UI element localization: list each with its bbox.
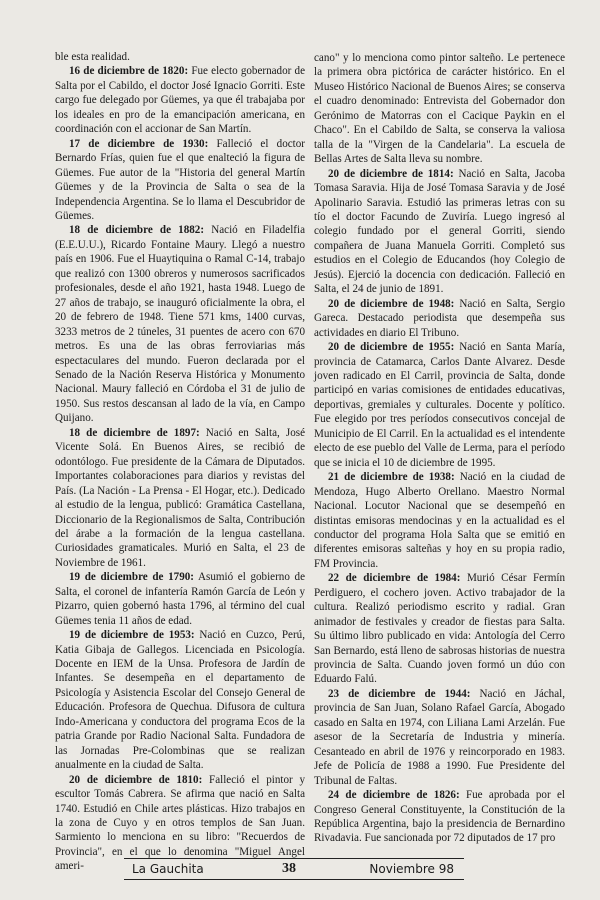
entry-text: Nació en Jáchal, provincia de San Juan, Solano Rafael García, Abogado casado en Salta en 1974, con Liliana Lami Arzelán. Fue asesor de la Secretaría de Industria y minería. Cesanteado en abril de 1976 y reincorporado en 1983. Jefe de Policía de 1988 a 1990. Fue Presidente del Tribunal de Faltas.	[314, 687, 565, 787]
entry-date: 20 de diciembre de 1814:	[328, 167, 454, 180]
entry-paragraph	[314, 470, 565, 571]
entry-date: 24 de diciembre de 1826:	[328, 789, 460, 802]
entry-paragraph	[55, 426, 305, 571]
entry-date: 21 de diciembre de 1938:	[328, 471, 455, 484]
entry-text: Nació en Salta, Sergio Gareca. Destacado periodista que desempeña sus actividades en diario El Tribuno.	[314, 297, 565, 339]
right-column	[314, 51, 565, 846]
entry-text: Nació en la ciudad de Mendoza, Hugo Alberto Orellano. Maestro Normal Nacional. Locutor Nacional que se desempeñó en distintas emisoras mendocinas y en la actualidad es el conductor del programa Hola Salta que se emitió en diferentes emisoras salteñas y hoy en su propia radio, FM Provincia.	[314, 471, 566, 570]
entry-date: 20 de diciembre de 1948:	[328, 297, 455, 310]
entry-text: Nació en Cuzco, Perú, Katia Gibaja de Gallegos. Licenciada en Psicología. Docente en IEM de la Unsa. Profesora de Jardín de Infantes. Se desempeña en el departamento de Psicología y Asistencia Escolar del Consejo General de Educación. Profesora de Quechua. Difusora de cultura Indo-Americana y conductora del programa Ecos de la patria Grande por Radio Nacional Salta. Fundadora de las Jornadas Pre-Colombinas que se realizan anualmente en la ciudad de Salta.	[55, 629, 305, 772]
entry-date: 17 de diciembre de 1930:	[69, 137, 209, 150]
entry-text: Fue electo gobernador de Salta por el Cabildo, el doctor José Ignacio Gorriti. Este cargo fue delegado por Güemes, ya que él trabajaba por los ideales en pro de la emancipación americana, en coordinación con el accionar de San Martín.	[55, 65, 305, 136]
entry-paragraph	[314, 788, 565, 846]
entry-text: Nació en Salta, Jacoba Tomasa Saravia. Hija de José Tomasa Saravia y de José Apolinario Saravia. Estudió las primeras letras con su tío el doctor Facundo de Zuviría. Luego ingresó al colegio fundado por el general Gorriti, siendo compañera de Juana Manuela Gorriti. Completó sus estudios en el Colegio de Educandos (hoy Colegio de Jesús). Ejerció la docencia con dedicación. Falleció en Salta, el 24 de junio de 1891.	[314, 167, 565, 296]
entry-text: Asumió el gobierno de Salta, el coronel de infantería Ramón García de León y Pizarro, quien gobernó hasta 1796, al término del cual Güemes tenia 11 años de edad.	[55, 571, 305, 627]
entry-text: Nació en Filadelfia (E.E.U.U.), Ricardo Fontaine Maury. Llegó a nuestro país en 1906. Fue el Huaytiquina o Ramal C-14, trabajo que realizó con 1300 obreros y numerosos sacrificados profesionales, desde el año 1921, hasta 1948. Luego de 27 años de trabajo, se inauguró oficialmente la obra, el 20 de febrero de 1948. Tiene 571 kms, 1400 curvas, 3233 metros de 2 túneles, 31 puentes de acero con 670 metros. Es una de las obras ferroviarias más espectaculares del mundo. Fueron declarada por el Senado de la Nación Reserva Histórica y Monumento Nacional. Maury falleció en Córdoba el 31 de julio de 1950. Sus restos descansan al lado de la vía, en Campo Quijano.	[55, 224, 305, 425]
entry-paragraph	[55, 50, 305, 64]
page-footer	[124, 858, 464, 880]
entry-paragraph	[55, 223, 305, 425]
entry-text: ble esta realidad.	[55, 51, 130, 63]
entry-date: 22 de diciembre de 1984:	[328, 572, 461, 585]
entry-paragraph	[55, 570, 305, 628]
entry-text: Nació en Santa María, provincia de Catamarca, Carlos Dante Alvarez. Desde joven radicado en El Carril, provincia de Salta, donde participó en varias comisiones de entidades educativas, deportivas, gremiales y culturales. Docente y político. Fue elegido por tres períodos consecutivos concejal de Municipio de El Carril. En la actualidad es el intendente electo de ese pueblo del Valle de Lerma, para el período que se inicia el 10 de diciembre de 1995.	[314, 341, 565, 469]
entry-date: 20 de diciembre de 1810:	[69, 773, 203, 786]
entry-date: 18 de diciembre de 1897:	[69, 426, 200, 439]
entry-text: Falleció el doctor Bernardo Frías, quien fue el que enalteció la figura de Güemes. Fue autor de la "Historia del general Martín Güemes y de la Provincia de Salta o sea de la Independencia Argentina. Se lo llama el Descubridor de Güemes.	[55, 137, 305, 222]
entry-text: cano" y lo menciona como pintor salteño. Le pertenece la primera obra pictórica de carácter histórico. En el Museo Histórico Nacional de Buenos Aires; se conserva el cuadro denominado: Entrevista del Gobernador don Gerónimo de Matorras con el Cacique Paykin en el Chaco". En el Cabildo de Salta, se conserva la valiosa talla de la "Virgen de la Candelaria". La escuela de Bellas Artes de Salta lleva su nombre.	[314, 52, 565, 166]
entry-paragraph	[314, 51, 565, 167]
entry-date: 20 de diciembre de 1955:	[328, 341, 455, 354]
entry-paragraph	[314, 687, 565, 788]
entry-text: Nació en Salta, José Vicente Solá. En Buenos Aires, se recibió de odontólogo. Fue presidente de la Cámara de Diputados. Importantes colaboraciones para diarios y revistas del País. (La Nación - La Prensa - El Hogar, etc.). Dedicado al estudio de la lengua, publicó: Gramática Castellana, Diccionario de la Regionalismos de Salta, Contribución del árabe a la formación de la lengua castellana. Curiosidades gramaticales. Murió en Salta, el 23 de Noviembre de 1961.	[55, 426, 305, 569]
entry-paragraph	[55, 64, 305, 136]
entry-paragraph	[314, 297, 565, 340]
entry-text: Murió César Fermín Perdiguero, el cochero joven. Activo trabajador de la cultura. Realizó periodismo escrito y radial. Gran animador de festivales y creador de fiestas para Salta. Su último libro publicado en vida: Antología del Cerro San Bernardo, está lleno de sabrosas historias de nuestra provincia de Salta. Cuando joven formó un dúo con Eduardo Falú.	[314, 572, 565, 686]
page-number: 38	[282, 861, 296, 876]
entry-paragraph	[314, 167, 565, 297]
entry-paragraph	[314, 571, 565, 687]
entry-paragraph	[55, 628, 305, 773]
entry-date: 16 de diciembre de 1820:	[69, 65, 189, 78]
issue-date: Noviembre 98	[369, 862, 454, 876]
left-column	[55, 50, 305, 874]
entry-date: 23 de diciembre de 1944:	[328, 687, 471, 700]
entry-date: 18 de diciembre de 1882:	[69, 224, 205, 237]
entry-paragraph	[314, 340, 565, 470]
entry-date: 19 de diciembre de 1953:	[69, 629, 195, 642]
entry-text: Falleció el pintor y escultor Tomás Cabrera. Se afirma que nació en Salta 1740. Estudió en Chile artes plásticas. Hizo trabajos en la zona de Cuyo y en otros templos de San Juan. Sarmiento lo menciona en su libro: "Recuerdos de Provincia", en el que lo denomina "Miguel Angel ameri-	[55, 773, 305, 873]
entry-text: Fue aprobada por el Congreso General Constituyente, la Constitución de la República Argentina, bajo la presidencia de Bernardino Rivadavia. Fue sancionada por 72 diputados de 17 pro	[314, 789, 565, 845]
entry-paragraph	[55, 137, 305, 224]
magazine-name: La Gauchita	[132, 862, 204, 876]
entry-date: 19 de diciembre de 1790:	[69, 571, 194, 584]
